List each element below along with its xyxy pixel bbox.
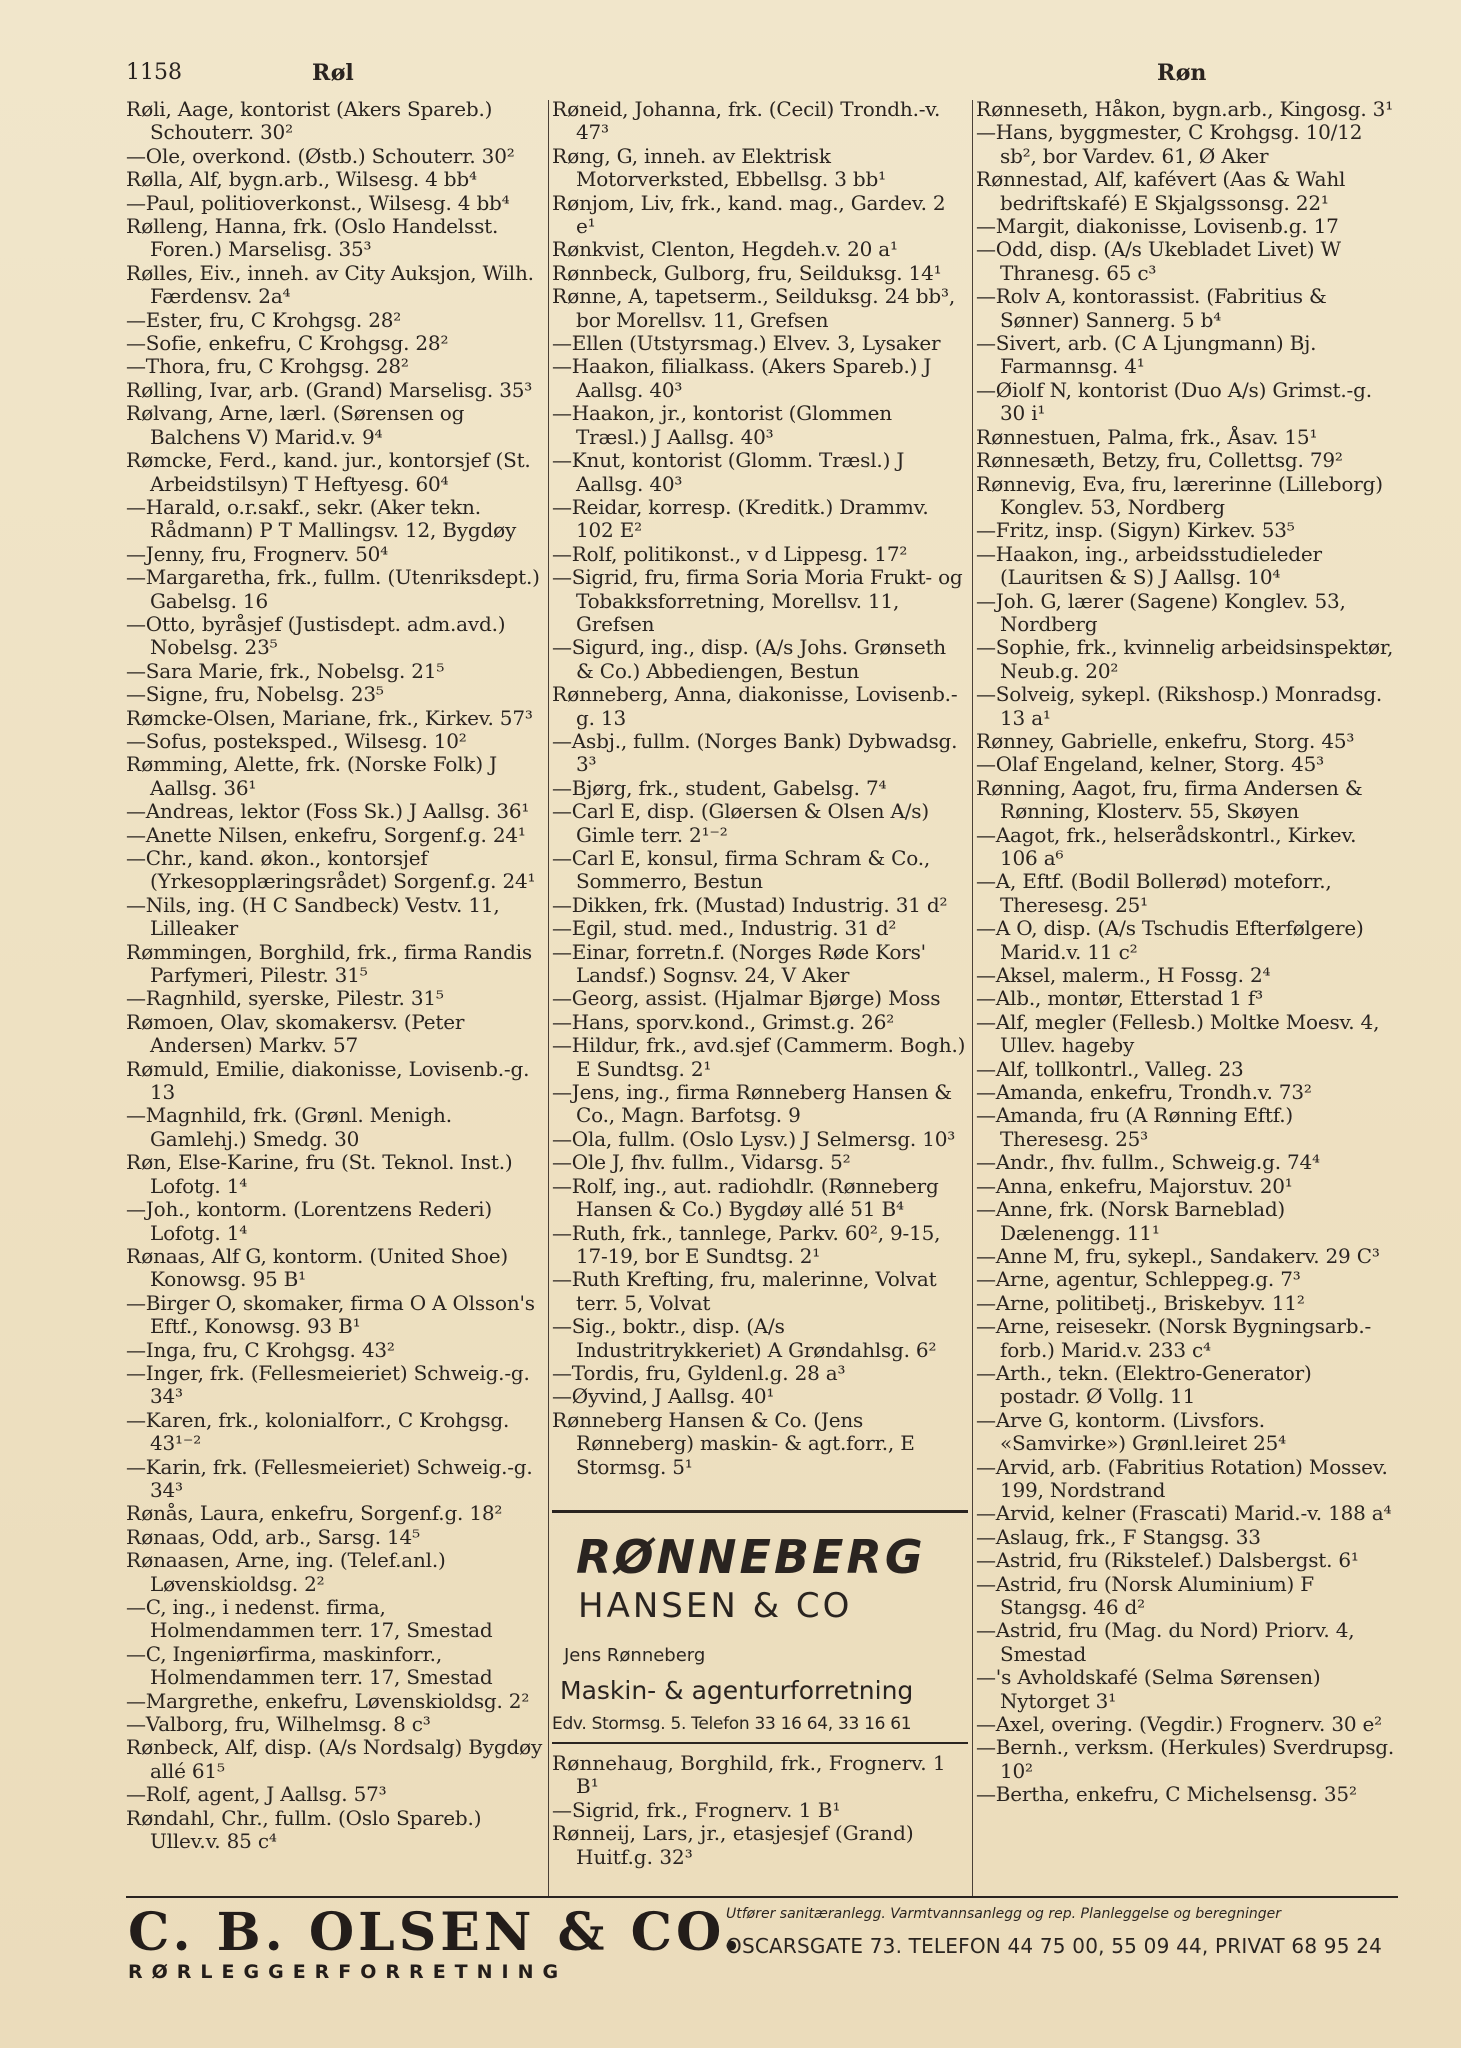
directory-entry: —Thora, fru, C Krohgsg. 28² — [126, 354, 409, 379]
directory-entry: —Sivert, arb. (C A Ljungmann) Bj. Farmannsg. 4¹ — [976, 331, 1317, 379]
directory-entry: —Inga, fru, C Krohgsg. 43² — [126, 1337, 395, 1362]
directory-entry: —Aksel, malerm., H Fossg. 2⁴ — [976, 963, 1271, 988]
directory-entry: Rønneberg, Anna, diakonisse, Lovisenb.-g. 13 — [552, 682, 958, 730]
directory-entry: Rønås, Laura, enkefru, Sorgenf.g. 18² — [126, 1501, 503, 1526]
directory-column-3 — [976, 98, 1396, 1807]
directory-entry: —Haakon, jr., kontorist (Glommen Træsl.) J Aallsg. 40³ — [552, 401, 892, 449]
directory-entry: —Bertha, enkefru, C Michelsensg. 35² — [976, 1782, 1357, 1807]
directory-entry: —Margit, diakonisse, Lovisenb.g. 17 — [976, 214, 1339, 239]
directory-entry: —Einar, forretn.f. (Norges Røde Kors' Landsf.) Sognsv. 24, V Aker — [552, 939, 926, 988]
directory-entry: Rønbeck, Alf, disp. (A/s Nordsalg) Bygdøy allé 61⁵ — [126, 1735, 543, 1783]
directory-entry: Rønneberg Hansen & Co. (Jens Rønneberg) maskin- & agt.forr., E Stormsg. 5¹ — [552, 1407, 915, 1479]
directory-entry: Rømoen, Olav, skomakersv. (Peter Andersen) Markv. 57 — [126, 1009, 465, 1058]
directory-entry: —Arth., tekn. (Elektro-Generator) postadr. Ø Vollg. 11 — [976, 1360, 1312, 1409]
directory-entry: —Anne, frk. (Norsk Barneblad) Dælenengg. 11¹ — [976, 1197, 1286, 1245]
directory-entry: —Georg, assist. (Hjalmar Bjørge) Moss — [552, 986, 941, 1011]
directory-entry: —Alf, megler (Fellesb.) Moltke Moesv. 4, Ullev. hageby — [976, 1009, 1380, 1058]
directory-entry: —Sigurd, ing., disp. (A/s Johs. Grønseth & Co.) Abbediengen, Bestun — [552, 635, 946, 683]
directory-entry: —C, ing., i nedenst. firma, Holmendammen terr. 17, Smestad — [126, 1595, 493, 1643]
directory-entry: —Birger O, skomaker, firma O A Olsson's Eftf., Konowsg. 93 B¹ — [126, 1290, 535, 1339]
directory-column-2 — [552, 98, 968, 1479]
directory-entry: —Joh., kontorm. (Lorentzens Rederi) Lofotg. 1⁴ — [126, 1197, 492, 1245]
directory-entry: —Dikken, frk. (Mustad) Industrig. 31 d² — [552, 892, 948, 917]
directory-entry: —Otto, byråsjef (Justisdept. adm.avd.) Nobelsg. 23⁵ — [126, 611, 506, 660]
directory-entry: —Arvid, kelner (Frascati) Marid.-v. 188 a⁴ — [976, 1501, 1392, 1526]
directory-entry: —Carl E, disp. (Gløersen & Olsen A/s) Gimle terr. 2¹⁻² — [552, 799, 929, 847]
directory-entry: —Bjørg, frk., student, Gabelsg. 7⁴ — [552, 775, 887, 800]
directory-entry: Rømcke, Ferd., kand. jur., kontorsjef (St. Arbeidstilsyn) T Heftyesg. 60⁴ — [126, 448, 531, 496]
directory-entry: —Rolf, agent, J Aallsg. 57³ — [126, 1782, 387, 1807]
directory-entry: —Arne, agentur, Schleppeg.g. 7³ — [976, 1267, 1301, 1292]
directory-entry: Rønnestad, Alf, kafévert (Aas & Wahl bedriftskafé) E Skjalgssonsg. 22¹ — [976, 167, 1346, 215]
directory-entry: Rønaasen, Arne, ing. (Telef.anl.) Løvenskioldsg. 2² — [126, 1548, 446, 1596]
directory-entry: —Alb., montør, Etterstad 1 f³ — [976, 986, 1263, 1011]
directory-entry: Rønnehaug, Borghild, frk., Frognerv. 1 B¹ — [552, 1751, 946, 1799]
directory-entry: —Anne M, fru, sykepl., Sandakerv. 29 C³ — [976, 1243, 1380, 1268]
directory-entry: Rønnesæth, Betzy, fru, Collettsg. 79² — [976, 448, 1343, 473]
directory-entry: —Anette Nilsen, enkefru, Sorgenf.g. 24¹ — [126, 822, 526, 847]
directory-entry: Rønnbeck, Gulborg, fru, Seilduksg. 14¹ — [552, 260, 942, 285]
directory-entry: —Egil, stud. med., Industrig. 31 d² — [552, 916, 897, 941]
directory-entry: —Amanda, fru (A Rønning Eftf.) Theresesg. 25³ — [976, 1103, 1294, 1151]
directory-entry: —Margaretha, frk., fullm. (Utenriksdept.) Gabelsg. 16 — [126, 565, 540, 613]
directory-entry: Rønkvist, Clenton, Hegdeh.v. 20 a¹ — [552, 237, 898, 262]
directory-entry: Rønneij, Lars, jr., etasjesjef (Grand) Huitf.g. 32³ — [552, 1821, 914, 1869]
directory-entry: —Jens, ing., firma Rønneberg Hansen & Co., Magn. Barfotsg. 9 — [552, 1080, 952, 1128]
ad-brand-name: RØNNEBERG — [576, 1530, 926, 1584]
footer-trade: RØRLEGGERFORRETNING — [128, 1961, 568, 1983]
directory-entry: —Rolv A, kontorassist. (Fabritius & Sønner) Sannerg. 5 b⁴ — [976, 284, 1327, 332]
directory-entry: —Chr., kand. økon., kontorsjef (Yrkesopplæringsrådet) Sorgenf.g. 24¹ — [126, 846, 536, 894]
directory-entry: —Sigrid, frk., Frognerv. 1 B¹ — [552, 1797, 841, 1822]
directory-entry: —Jenny, fru, Frognerv. 50⁴ — [126, 541, 388, 566]
directory-entry: Rønneseth, Håkon, bygn.arb., Kingosg. 3¹ — [976, 97, 1394, 121]
directory-entry: —Alf, tollkontrl., Valleg. 23 — [976, 1056, 1244, 1081]
directory-entry: Rømmingen, Borghild, frk., firma Randis Parfymeri, Pilestr. 31⁵ — [126, 939, 532, 988]
footer-services: Utfører sanitæranlegg. Varmtvannsanlegg og rep. Planleggelse og beregninger — [726, 1906, 1282, 1922]
ad-owner: Jens Rønneberg — [564, 1645, 706, 1666]
directory-entry: —Ruth Krefting, fru, malerinne, Volvat terr. 5, Volvat — [552, 1267, 937, 1315]
directory-column-2-continued — [552, 1752, 968, 1869]
directory-entry: —Ellen (Utstyrsmag.) Elvev. 3, Lysaker — [552, 331, 941, 356]
directory-entry: Rølla, Alf, bygn.arb., Wilsesg. 4 bb⁴ — [126, 167, 477, 192]
directory-entry: —Axel, overing. (Vegdir.) Frognerv. 30 e² — [976, 1712, 1382, 1737]
directory-entry: Røneid, Johanna, frk. (Cecil) Trondh.-v. 47³ — [552, 97, 941, 145]
directory-entry: Rønne, A, tapetserm., Seilduksg. 24 bb³, bor Morellsv. 11, Grefsen — [552, 284, 955, 332]
directory-entry: Røng, G, inneh. av Elektrisk Motorverksted, Ebbellsg. 3 bb¹ — [552, 143, 886, 192]
directory-entry: —Astrid, fru (Rikstelef.) Dalsbergst. 6¹ — [976, 1548, 1359, 1573]
directory-entry: Røli, Aage, kontorist (Akers Spareb.) Schouterr. 30² — [126, 97, 493, 145]
directory-entry: —Øyvind, J Aallsg. 40¹ — [552, 1384, 775, 1409]
directory-entry: —Arvid, arb. (Fabritius Rotation) Mossev. 199, Nordstrand — [976, 1454, 1388, 1502]
directory-entry: —Odd, disp. (A/s Ukebladet Livet) W Thranesg. 65 c³ — [976, 237, 1341, 285]
ad-rule — [552, 1510, 968, 1513]
directory-entry: Rømcke-Olsen, Mariane, frk., Kirkev. 57³ — [126, 705, 533, 730]
directory-entry: —Sofie, enkefru, C Krohgsg. 28² — [126, 331, 449, 356]
directory-entry: —Sophie, frk., kvinnelig arbeidsinspektør, Neub.g. 20² — [976, 635, 1394, 683]
footer-rule — [126, 1896, 1398, 1898]
directory-entry: —A, Eftf. (Bodil Bollerød) moteforr., Theresesg. 25¹ — [976, 869, 1332, 917]
directory-entry: —Tordis, fru, Gyldenl.g. 28 a³ — [552, 1360, 846, 1385]
running-head-right: Røn — [1157, 60, 1207, 86]
directory-entry: —Astrid, fru (Mag. du Nord) Priorv. 4, Smestad — [976, 1618, 1355, 1666]
directory-entry: —Ragnhild, syerske, Pilestr. 31⁵ — [126, 986, 444, 1011]
directory-entry: Røndahl, Chr., fullm. (Oslo Spareb.) Ullev.v. 85 c⁴ — [126, 1805, 482, 1854]
ad-address: Edv. Stormsg. 5. Telefon 33 16 64, 33 16 61 — [552, 1714, 912, 1734]
directory-entry: —Rolf, ing., aut. radiohdlr. (Rønneberg Hansen & Co.) Bygdøy allé 51 B⁴ — [552, 1173, 939, 1222]
directory-entry: Rønaas, Alf G, kontorm. (United Shoe) Konowsg. 95 B¹ — [126, 1243, 508, 1292]
directory-entry: —Andreas, lektor (Foss Sk.) J Aallsg. 36¹ — [126, 799, 530, 824]
directory-entry: Rønnestuen, Palma, frk., Åsav. 15¹ — [976, 424, 1318, 449]
directory-entry: Rønjom, Liv, frk., kand. mag., Gardev. 2 e¹ — [552, 190, 946, 239]
directory-entry: —Hans, byggmester, C Krohgsg. 10/12 sb², bor Vardev. 61, Ø Aker — [976, 120, 1363, 168]
directory-entry: —Hildur, frk., avd.sjef (Cammerm. Bogh.) E Sundtsg. 2¹ — [552, 1033, 966, 1081]
directory-entry: —Ester, fru, C Krohgsg. 28² — [126, 307, 402, 332]
directory-entry: —Knut, kontorist (Glomm. Træsl.) J Aallsg. 40³ — [552, 448, 905, 496]
directory-entry: —Joh. G, lærer (Sagene) Konglev. 53, Nordberg — [976, 588, 1346, 636]
directory-entry: —Astrid, fru (Norsk Aluminium) F Stangsg. 46 d² — [976, 1571, 1314, 1619]
directory-entry: —Sofus, posteksped., Wilsesg. 10² — [126, 728, 467, 753]
directory-entry: —Karen, frk., kolonialforr., C Krohgsg. 43¹⁻² — [126, 1407, 510, 1456]
directory-entry: Rønnevig, Eva, fru, lærerinne (Lilleborg) Konglev. 53, Nordberg — [976, 471, 1383, 519]
directory-entry: —Margrethe, enkefru, Løvenskioldsg. 2² — [126, 1688, 530, 1713]
directory-entry: —Haakon, filialkass. (Akers Spareb.) J Aallsg. 40³ — [552, 354, 932, 402]
directory-entry: —Arne, reisesekr. (Norsk Bygningsarb.-forb.) Marid.v. 233 c⁴ — [976, 1314, 1372, 1362]
directory-entry: —Arve G, kontorm. (Livsfors. «Samvirke») Grønl.leiret 25⁴ — [976, 1407, 1286, 1456]
directory-entry: —Sigrid, fru, firma Soria Moria Frukt- og Tobakksforretning, Morellsv. 11, Grefsen — [552, 565, 963, 636]
directory-entry: —Nils, ing. (H C Sandbeck) Vestv. 11, Lilleaker — [126, 892, 500, 941]
directory-entry: —Inger, frk. (Fellesmeieriet) Schweig.-g. 34³ — [126, 1360, 530, 1409]
directory-entry: —Ole, overkond. (Østb.) Schouterr. 30² — [126, 143, 515, 168]
ad-rule — [552, 1742, 968, 1744]
directory-entry: —Karin, frk. (Fellesmeieriet) Schweig.-g. 34³ — [126, 1454, 533, 1502]
directory-entry: —C, Ingeniørfirma, maskinforr., Holmendammen terr. 17, Smestad — [126, 1641, 493, 1690]
directory-entry: —Ola, fullm. (Oslo Lysv.) J Selmersg. 10³ — [552, 1126, 956, 1151]
directory-entry: —A O, disp. (A/s Tschudis Efterfølgere) Marid.v. 11 c² — [976, 916, 1364, 964]
directory-entry: —Paul, politioverkonst., Wilsesg. 4 bb⁴ — [126, 190, 510, 215]
directory-entry: —Anna, enkefru, Majorstuv. 20¹ — [976, 1173, 1293, 1198]
directory-entry: Rølles, Eiv., inneh. av City Auksjon, Wilh. Færdensv. 2a⁴ — [126, 260, 534, 309]
directory-entry: —Asbj., fullm. (Norges Bank) Dybwadsg. 3³ — [552, 728, 958, 777]
ronneberg-advertisement — [552, 1510, 968, 1736]
ad-business: Maskin- & agenturforretning — [560, 1676, 914, 1705]
footer-contact: OSCARSGATE 73. TELEFON 44 75 00, 55 09 44, PRIVAT 68 95 24 — [726, 1934, 1383, 1958]
directory-entry: —Magnhild, frk. (Grønl. Menigh. Gamlehj.) Smedg. 30 — [126, 1103, 452, 1151]
directory-entry: Rønney, Gabrielle, enkefru, Storg. 45³ — [976, 728, 1355, 753]
page-number: 1158 — [126, 60, 182, 85]
directory-entry: —Haakon, ing., arbeidsstudieleder (Lauritsen & S) J Aallsg. 10⁴ — [976, 541, 1322, 590]
directory-entry: —Arne, politibetj., Briskebyv. 11² — [976, 1290, 1305, 1315]
directory-entry: Rølleng, Hanna, frk. (Oslo Handelsst. Foren.) Marselisg. 35³ — [126, 214, 499, 262]
running-head-left: Røl — [312, 60, 354, 86]
directory-entry: —Aagot, frk., helserådskontrl., Kirkev. 106 a⁶ — [976, 822, 1357, 870]
directory-entry: —Carl E, konsul, firma Schram & Co., Sommerro, Bestun — [552, 846, 931, 894]
directory-entry: —Øiolf N, kontorist (Duo A/s) Grimst.-g. 30 i¹ — [976, 377, 1372, 426]
directory-entry: —Solveig, sykepl. (Rikshosp.) Monradsg. 13 a¹ — [976, 682, 1383, 730]
directory-entry: —Rolf, politikonst., v d Lippesg. 17² — [552, 541, 908, 566]
directory-entry: —Amanda, enkefru, Trondh.v. 73² — [976, 1080, 1312, 1105]
directory-entry: Rømuld, Emilie, diakonisse, Lovisenb.-g. 13 — [126, 1056, 530, 1105]
directory-entry: —'s Avholdskafé (Selma Sørensen) Nytorget 3¹ — [976, 1665, 1321, 1713]
directory-entry: Røn, Else-Karine, fru (St. Teknol. Inst.) Lofotg. 1⁴ — [126, 1150, 513, 1198]
directory-entry: —Aslaug, frk., F Stangsg. 33 — [976, 1524, 1261, 1549]
directory-entry: —Harald, o.r.sakf., sekr. (Aker tekn. Rådmann) P T Mallingsv. 12, Bygdøy — [126, 494, 517, 543]
directory-entry: Rølvang, Arne, lærl. (Sørensen og Balchens V) Marid.v. 9⁴ — [126, 401, 465, 449]
directory-entry: Rønaas, Odd, arb., Sarsg. 14⁵ — [126, 1524, 420, 1549]
directory-entry: —Andr., fhv. fullm., Schweig.g. 74⁴ — [976, 1150, 1320, 1175]
directory-entry: —Fritz, insp. (Sigyn) Kirkev. 53⁵ — [976, 518, 1295, 543]
directory-entry: —Sara Marie, frk., Nobelsg. 21⁵ — [126, 658, 445, 683]
directory-entry: —Hans, sporv.kond., Grimst.g. 26² — [552, 1009, 895, 1034]
directory-entry: Rømming, Alette, frk. (Norske Folk) J Aallsg. 36¹ — [126, 752, 497, 800]
column-divider — [972, 100, 973, 1896]
directory-entry: Rønning, Aagot, fru, firma Andersen & Rønning, Klosterv. 55, Skøyen — [976, 775, 1363, 824]
directory-entry: —Ole J, fhv. fullm., Vidarsg. 5² — [552, 1150, 851, 1175]
column-divider — [548, 100, 549, 1896]
directory-entry: —Reidar, korresp. (Kreditk.) Drammv. 102 E² — [552, 494, 929, 543]
directory-column-1 — [126, 98, 546, 1853]
directory-entry: —Valborg, fru, Wilhelmsg. 8 c³ — [126, 1712, 431, 1737]
ad-brand-suffix: HANSEN & CO — [578, 1586, 853, 1626]
directory-entry: —Ruth, frk., tannlege, Parkv. 60², 9-15, 17-19, bor E Sundtsg. 2¹ — [552, 1220, 941, 1268]
footer-company-name: C. B. OLSEN & CO. — [128, 1902, 745, 1963]
directory-entry: —Bernh., verksm. (Herkules) Sverdrupsg. 10² — [976, 1735, 1395, 1783]
directory-entry: —Olaf Engeland, kelner, Storg. 45³ — [976, 752, 1324, 777]
directory-entry: —Sig., boktr., disp. (A/s Industritrykkeriet) A Grøndahlsg. 6² — [552, 1314, 937, 1362]
directory-entry: Rølling, Ivar, arb. (Grand) Marselisg. 35³ — [126, 377, 533, 402]
directory-entry: —Signe, fru, Nobelsg. 23⁵ — [126, 682, 384, 707]
